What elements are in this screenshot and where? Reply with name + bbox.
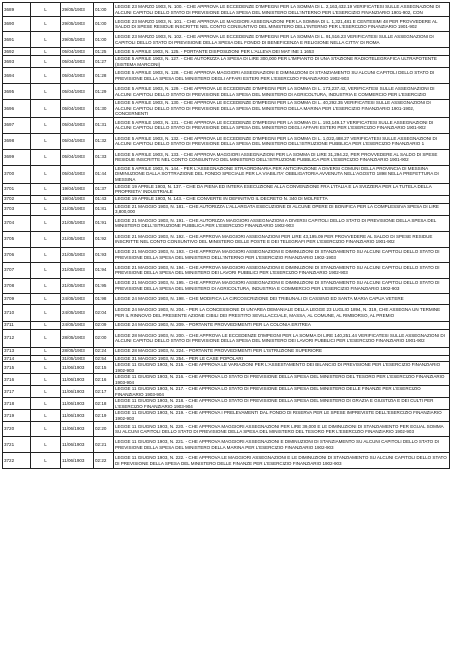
row-description: LEGGE 21 MAGGIO 1903, N. 194. - CHE APPROVA MAGGIORI ASSEGNAZIONI E DIMINUZIONI DI STANZIAMENTO SU ALCUNI CAPITOLI DELLO STATO DI PREVISIONE DELLA SPESA DEL MINISTERO DEI LAVORI PUBBLICI PER L'ESERCIZIO FINANZIARIO 1902-903 [114,262,450,278]
row-description: LEGGE 11 GIUGNO 1903, N. 218. - CHE APPROVA LO STATO DI PREVISIONE DELLA SPESA DEL MINISTERO DI GRAZIA E GIUSTIZIA E DEI CULTI PER L'ESERCIZIO FINANZIARIO 1903-904 [114,398,450,410]
row-date: 21/05/1903 [61,278,94,293]
row-date: 05/04/1903 [61,48,94,56]
row-type: L [31,215,61,231]
table-row [3,437,450,453]
row-date: 05/04/1903 [61,133,94,149]
table-row [3,293,450,304]
row-time: 02:18 [94,398,114,410]
row-type: L [31,262,61,278]
row-time: 02:21 [94,437,114,453]
row-number: 3710 [3,304,31,321]
row-description: LEGGE 5 APRILE 1903, N. 144. - PER L'ASSEGNAZIONE STRAORDINARIA PER ANTICIPAZIONE A DIVERSI COMUNI DELLA PROVINCIA DI MESSINA DIMINUZIONE DALLA SOTTRAZIONE DEL FONDO SPECIALE PER LA VIABILITA' OBBLIGATORIA AVVENUTA NELL'AGOSTO 1898 NELLA PREFETTURA DI MESSINA [114,165,450,183]
row-type: L [31,329,61,347]
row-type: L [31,231,61,247]
row-date: 11/06/1903 [61,422,94,437]
table-row [3,3,450,17]
row-time: 01:37 [94,183,114,195]
row-time: 01:95 [94,278,114,293]
row-number: 3706 [3,247,31,262]
row-number: 3694 [3,68,31,84]
row-time: 01:91 [94,215,114,231]
row-type: L [31,321,61,329]
row-description: LEGGE 5 APRILE 1903, N. 125. - PORTANTE DISPOSIZIONI PER L'ALLEVA DEI MAT INE 1 1653 [114,48,450,56]
row-date: 11/06/1903 [61,362,94,374]
table-row [3,149,450,165]
row-description: LEGGE 21 MAGGIO 1903, N. 191. - CHE AUTORIZZA MAGGIORI ASSEGNAZIONI A DIVERSI CAPITOLI DELLO STATO DI PREVISIONE DELLA SPESA DEL MINISTERO DELL'ISTRUZIONE PUBBLICA PER L'ESERCIZIO FINANZIARIO 1902-903 [114,215,450,231]
row-time: 02:24 [94,347,114,355]
row-description: LEGGE 5 APRILE 1903, N. 130. - CHE APPROVA LE ECCEDENZE D'IMPEGNI PER LA SOMMA DI L. 40,292.35 VERIFICATESI SULLE ASSEGNAZIONI DI ALCUNI CAPITOLI DELLO STATO DI PREVISIONE DELLA SPESA DEL MINISTERO DELLA MARINA PER L'ESERCIZIO FINANZIARIO 1901-1902, CONCERNENTI [114,100,450,118]
table-row [3,278,450,293]
row-date: 21/05/1903 [61,203,94,215]
table-row [3,17,450,32]
row-number: 3705 [3,231,31,247]
row-description: LEGGE 19 APRILE 1903, N. 143. - CHE CONVERTE IN DEFINITIVO IL DECRETO N. 340 DI MOLFETTA [114,195,450,203]
row-type: L [31,165,61,183]
row-time: 02:19 [94,410,114,422]
row-time: 01:94 [94,262,114,278]
row-type: L [31,422,61,437]
table-row [3,84,450,100]
row-date: 05/04/1903 [61,68,94,84]
row-description: LEGGE 11 GIUGNO 1903, N. 222. - CHE APPROVA LE MAGGIORI ASSEGNAZIONI E LE DIMINUZIONI DI STANZIAMENTO SU ALCUNI CAPITOLI DELLO STATO DI PREVISIONE DELLA SPESA DEL MINISTERO DELLE FINANZE PER L'ESERCIZIO FINANZIARIO 1902-903 [114,453,450,469]
row-time: 01:98 [94,293,114,304]
row-type: L [31,247,61,262]
table-row [3,56,450,68]
table-row [3,453,450,469]
table-row [3,68,450,84]
row-description: LEGGE 11 GIUGNO 1903, N. 219. - CHE APPROVA I PRELEVAMENTI DAL FONDO DI RISERVA PER LE SPESE IMPREVISTE DELL'ESERCIZIO FINANZIARIO 1902-903 [114,410,450,422]
row-type: L [31,398,61,410]
row-description: LEGGE 24 MAGGIO 1903, N. 209. - PORTANTE PROVVEDIMENTI PER LA COLONIA ERITREA [114,321,450,329]
row-date: 29/05/1903 [61,32,94,48]
table-row [3,329,450,347]
row-description: LEGGE 5 APRILE 1903, N. 132. - CHE APPROVA LE ECCEDENZE D'IMPEGNI PER LA SOMMA DI L. 1,022,488.27 VERIFICATESI SULLE ASSEGNAZIONI DI ALCUNI CAPITOLI DELLO STATO DI PREVISIONE DELLA SPESA DEL MINISTERO DELL'ISTRUZIONE PUBBLICA PER L'ESERCIZIO FINANZIARIO 1 [114,133,450,149]
row-description: LEGGE 5 APRILE 1903, N. 133. - CHE APPROVA MAGGIORI ASSEGNAZIONI PER LA SOMMA DI LIRE 31,294.22, PER PROVVEDERE AL SALDO DI SPESE RESIDUE INSCRITTE NEL CONTO CONSUNTIVO DEL MINISTERO DELL'ISTRUZIONE PUBBLICA PER L'ESERCIZIO FINANZIARIO 1901-902 [114,149,450,165]
row-number: 3690 [3,17,31,32]
row-description: LEGGE 11 GIUGNO 1903, N. 215. - CHE APPROVA LE VARIAZIONI PER L'ASSESTAMENTO DEI BILANCIO DI PREVISIONE PER L'ESERCIZIO FINANZIARIO 1902-903 [114,362,450,374]
row-description: LEGGE 5 APRILE 1903, N. 129. - CHE APPROVA LE ECCEDENZE D'IMPEGNI PER LA SOMMA DI L. 173,237.42, VERIFICATESI SULLE ASSEGNAZIONI DI ALCUNI CAPITOLI DELLO STATO DI PREVISIONE DELLA SPESA DEL MINISTERO DI AGRICOLTURA, INDUSTRIA E COMMERCIO PER L'ESERCIZIO [114,84,450,100]
laws-register-table [2,2,450,469]
row-description: LEGGE 23 MARZO 1903, N. 102. - CHE APPROVA LE ECCEDENZE D'IMPEGNI PER LA SOMMA DI L. 91,516.23 VERIFICATESI SULLE ASSEGNAZIONI DI CAPITOLI DELLO STATO DI PREVISIONE DELLA SPESA DEL FONDO DI BENEFICENZA E RELIGIONE NELLA CITTA' DI ROMA [114,32,450,48]
row-date: 24/05/1903 [61,321,94,329]
row-type: L [31,195,61,203]
laws-register-body [3,3,450,469]
row-date: 19/04/1903 [61,195,94,203]
row-time: 01:27 [94,56,114,68]
row-type: L [31,453,61,469]
row-type: L [31,304,61,321]
row-description: LEGGE 21 MAGGIO 1903, N. 181. - CHE AUTORIZZA L'ALLARGATA ESECUZIONE DI ALCUNE OPERE DI BONIFICA PER LA COMPLESSIVA SPESA DI LIRE 3,800,000 [114,203,450,215]
row-number: 3707 [3,262,31,278]
row-time: 02:54 [94,355,114,362]
row-number: 3698 [3,133,31,149]
row-time: 01:29 [94,84,114,100]
row-number: 3702 [3,195,31,203]
row-time: 01:93 [94,247,114,262]
row-description: LEGGE 19 APRILE 1903, N. 137. - CHE DA PIENA ED INTERA ESECUZIONE ALLA CONVENZIONE FRA L'ITALIA E LA SVIZZERA PER LA TUTELA DELLA PROPRIETA' INDUSTRIALE [114,183,450,195]
table-row [3,32,450,48]
row-type: L [31,149,61,165]
row-type: L [31,437,61,453]
row-time: 02:16 [94,374,114,386]
row-description: LEGGE 28 MAGGIO 1903, N. 200. - CHE APPROVA LE ECCEDENZE D'IMPEGNI PER LA SOMMA DI LIRE 140,251.44 VERIFICATESI SULLE ASSEGNAZIONI DI ALCUNI CAPITOLI DELLO STATO DI PREVISIONE DELLA SPESA DEL MINISTERO DEI LAVORI PUBBLICI PER L'ESERCIZIO FINANZIARIO 1901-902 [114,329,450,347]
row-number: 3696 [3,100,31,118]
row-date: 31/05/1903 [61,355,94,362]
row-number: 3693 [3,56,31,68]
row-type: L [31,32,61,48]
table-row [3,304,450,321]
row-date: 05/04/1903 [61,117,94,133]
row-description: LEGGE 11 GIUGNO 1903, N. 216. - CHE APPROVA LO STATO DI PREVISIONE DELLA SPESA DEL MINISTERO DEL TESORO PER L'ESERCIZIO FINANZIARIO 1903-904 [114,374,450,386]
row-number: 3714 [3,355,31,362]
table-row [3,347,450,355]
row-description: LEGGE 5 APRILE 1903, N. 127. - CHE AUTORIZZA LA SPESA DI LIRE 300,000 PER L'IMPIANTO DI UNA STAZIONE RADIOTELEGRAFICA ULTRAPOTENTE (SISTEMA MARCONI) [114,56,450,68]
row-date: 05/04/1903 [61,100,94,118]
row-time: 01:44 [94,165,114,183]
row-time: 01:43 [94,195,114,203]
row-date: 05/04/1903 [61,149,94,165]
row-number: 3719 [3,410,31,422]
table-row [3,215,450,231]
row-number: 3708 [3,278,31,293]
row-time: 02:22 [94,453,114,469]
row-time: 01:00 [94,3,114,17]
row-number: 3703 [3,203,31,215]
table-row [3,410,450,422]
row-date: 11/06/1903 [61,453,94,469]
row-description: LEGGE 21 MAGGIO 1903, N. 192. - CHE APPROVA MAGGIORI ASSEGNAZIONI PER LIRE 43,195.09 PER PROVVEDERE AL SALDO DI SPESE RESIDUE INSCRITTE NEL CONTO CONSUNTIVO DEL MINISTERO DELLE POSTE E DEI TELEGRAFI PER L'ESERCIZIO FINANZIARIO 1901-902 [114,231,450,247]
table-row [3,386,450,398]
row-type: L [31,347,61,355]
row-type: L [31,410,61,422]
row-time: 02:17 [94,386,114,398]
row-date: 21/05/1903 [61,215,94,231]
row-number: 3699 [3,149,31,165]
table-row [3,133,450,149]
table-row [3,165,450,183]
row-number: 3701 [3,183,31,195]
row-date: 24/05/1903 [61,293,94,304]
table-row [3,117,450,133]
row-number: 3709 [3,293,31,304]
table-row [3,195,450,203]
row-time: 01:00 [94,32,114,48]
row-date: 21/05/1903 [61,231,94,247]
row-number: 3713 [3,347,31,355]
row-time: 01:81 [94,203,114,215]
row-type: L [31,17,61,32]
row-type: L [31,203,61,215]
row-description: LEGGE 24 MAGGIO 1903, N. 204. - PER LA CONCESSIONE DI UN'AREA DEMANIALE DELLA LEGGE 23 LUGLIO 1894, N. 319, CHE ASSEGNA UN TERMINE PER IL RINNOVO DEL PRESENTE AZIONE CIBILI DEI PRESTITO SEVILLACCIALE, MASSA, AL COMUNE, AL RIMBORSO, AL PREMIO [114,304,450,321]
row-time: 01:00 [94,17,114,32]
row-type: L [31,100,61,118]
table-row [3,374,450,386]
row-time: 01:28 [94,68,114,84]
row-number: 3720 [3,422,31,437]
row-number: 3692 [3,48,31,56]
row-number: 3695 [3,84,31,100]
row-date: 11/06/1903 [61,386,94,398]
row-number: 3717 [3,386,31,398]
table-row [3,100,450,118]
row-description: LEGGE 11 GIUGNO 1903, N. 220. - CHE APPROVA MAGGIORI ASSEGNAZIONI PER LIRE 39,000 E LE DIMINUZIONI DI STANZIAMENTO PER EGUAL SOMMA SU ALCUNI CAPITOLI DELLO STATO DI PREVISIONE DELLA SPESA DEL MINISTERO DEL TESORO PER L'ESERCIZIO FINANZIARIO 1902-903 [114,422,450,437]
row-time: 01:92 [94,231,114,247]
row-type: L [31,117,61,133]
table-row [3,231,450,247]
row-description: LEGGE 11 GIUGNO 1903, N. 217. - CHE APPROVA LO STATO DI PREVISIONE DELLA SPESA DEL MINISTERO DELLE FINANZE PER L'ESERCIZIO FINANZIARIO 1903-904 [114,386,450,398]
row-date: 05/04/1903 [61,84,94,100]
row-time: 01:31 [94,117,114,133]
row-description: LEGGE 31 MAGGIO 1903, N. 254. - PER LE CASE POPOLARI [114,355,450,362]
row-description: LEGGE 24 MAGGIO 1903, N. 198. - CHE MODIFICA LA CIRCOSCRIZIONE DEI TRIBUNALI DI CASSINO ED SANTA MARIA CAPUA VETERE [114,293,450,304]
row-type: L [31,386,61,398]
row-number: 3718 [3,398,31,410]
row-type: L [31,362,61,374]
row-type: L [31,355,61,362]
row-date: 05/04/1903 [61,165,94,183]
row-date: 24/05/1903 [61,304,94,321]
row-description: LEGGE 5 APRILE 1903, N. 128. - CHE APPROVA MAGGIORI ASSEGNAZIONI E DIMINUZIONI DI STANZIAMENTO SU ALCUNI CAPITOLI DELLO STATO DI PREVISIONE DELLA SPESA DEL MINISTERO DEGLI AFFARI ESTERI PER L'ESERCIZIO FINANZIARIO 1902-903 [114,68,450,84]
row-time: 01:30 [94,100,114,118]
row-number: 3721 [3,437,31,453]
table-row [3,247,450,262]
row-type: L [31,3,61,17]
row-date: 21/05/1903 [61,262,94,278]
row-time: 02:04 [94,304,114,321]
row-number: 3712 [3,329,31,347]
table-row [3,262,450,278]
table-row [3,398,450,410]
row-type: L [31,278,61,293]
row-date: 11/06/1903 [61,410,94,422]
row-date: 28/05/1903 [61,329,94,347]
row-time: 02:00 [94,329,114,347]
row-date: 19/04/1903 [61,183,94,195]
row-number: 3691 [3,32,31,48]
table-row [3,183,450,195]
row-description: LEGGE 21 MAGGIO 1903, N. 193. - CHE APPROVA MAGGIORI ASSEGNAZIONI E DIMINUZIONI DI STANZIAMENTO SU ALCUNI CAPITOLI DELLO STATO DI PREVISIONE DELLA SPESA DEL MINISTERO DELL'INTERNO PER L'ESERCIZIO FINANZIARIO 1902-1903 [114,247,450,262]
row-type: L [31,293,61,304]
row-number: 3689 [3,3,31,17]
table-row [3,422,450,437]
row-number: 3711 [3,321,31,329]
row-number: 3715 [3,362,31,374]
row-description: LEGGE 23 MARZO 1903, N. 101. - CHE APPROVA LE MAGGIORI ASSEGNAZIONI PER LA SOMMA DI L. 1,321,481 E CENTESIMI 48 PER PROVVEDERE AL SALDO DI SPESE RESIDUE INSCRITTE NEL CONTO CONSUNTIVO DEL MINISTERO DELL'INTERNO PER L'ESERCIZIO FINANZIARIO 1901-902 [114,17,450,32]
row-description: LEGGE 11 GIUGNO 1903, N. 221. - CHE APPROVA MAGGIORI ASSEGNAZIONI E DIMINUZIONI DI STANZIAMENTO SU ALCUNI CAPITOLI DELLO STATO DI PREVISIONE DELLA SPESA DEL MINISTERO DELLA MARINA PER L'ESERCIZIO FINANZIARIO 1902-903 [114,437,450,453]
row-number: 3716 [3,374,31,386]
row-type: L [31,56,61,68]
row-time: 02:20 [94,422,114,437]
row-description: LEGGE 23 MARZO 1903, N. 100. - CHE APPROVA LE ECCEDENZE D'IMPEGNI PER LA SOMMA DI L. 2,163,432.19 VERIFICATESI SULLE ASSEGNAZIONI DI ALCUNI CAPITOLI DELLO STATO DI PREVISIONE DELLA SPESA DEL MINISTERO DELL'INTERNO PER L'ESERCIZIO FINANZIARIO 1901-902, CON [114,3,450,17]
row-date: 11/06/1903 [61,437,94,453]
row-type: L [31,183,61,195]
table-row [3,203,450,215]
table-row [3,321,450,329]
row-number: 3697 [3,117,31,133]
row-number: 3700 [3,165,31,183]
row-date: 11/06/1903 [61,374,94,386]
row-time: 01:32 [94,133,114,149]
row-time: 02:15 [94,362,114,374]
row-date: 21/05/1903 [61,247,94,262]
row-date: 11/06/1903 [61,398,94,410]
row-date: 29/05/1903 [61,3,94,17]
row-description: LEGGE 5 APRILE 1903, N. 131. - CHE APPROVA LE ECCEDENZE D'IMPEGNI PER LA SOMMA DI L. 193,149.17 VERIFICATESI SULLE ASSEGNAZIONI DI ALCUNI CAPITOLI DELLO STATO DI PREVISIONE DELLA SPESA DEL MINISTERO DEGLI AFFARI ESTERI PER L'ESERCIZIO FINANZIARIO 1901-902 [114,117,450,133]
row-number: 3704 [3,215,31,231]
row-date: 29/05/1903 [61,17,94,32]
table-row [3,362,450,374]
row-time: 01:33 [94,149,114,165]
row-type: L [31,133,61,149]
row-description: LEGGE 21 MAGGIO 1903, N. 195. - CHE APPROVA MAGGIORI ASSEGNAZIONI E DIMINUZIONI DI STANZIAMENTO SU ALCUNI CAPITOLI DELLO STATO DI PREVISIONE DELLA SPESA DEL MINISTERO DI AGRICOLTURA, INDUSTRIA E COMMERCIO PER L'ESERCIZIO FINANZIARIO 1902-903 [114,278,450,293]
row-type: L [31,48,61,56]
row-description: LEGGE 28 MAGGIO 1903, N. 224. - PORTANTE PROVVEDIMENTI PER L'ISTRUZIONE SUPERIORE [114,347,450,355]
row-time: 02:09 [94,321,114,329]
row-date: 28/05/1903 [61,347,94,355]
row-time: 01:25 [94,48,114,56]
row-number: 3722 [3,453,31,469]
row-type: L [31,68,61,84]
row-type: L [31,374,61,386]
table-row [3,48,450,56]
row-date: 05/04/1903 [61,56,94,68]
row-type: L [31,84,61,100]
